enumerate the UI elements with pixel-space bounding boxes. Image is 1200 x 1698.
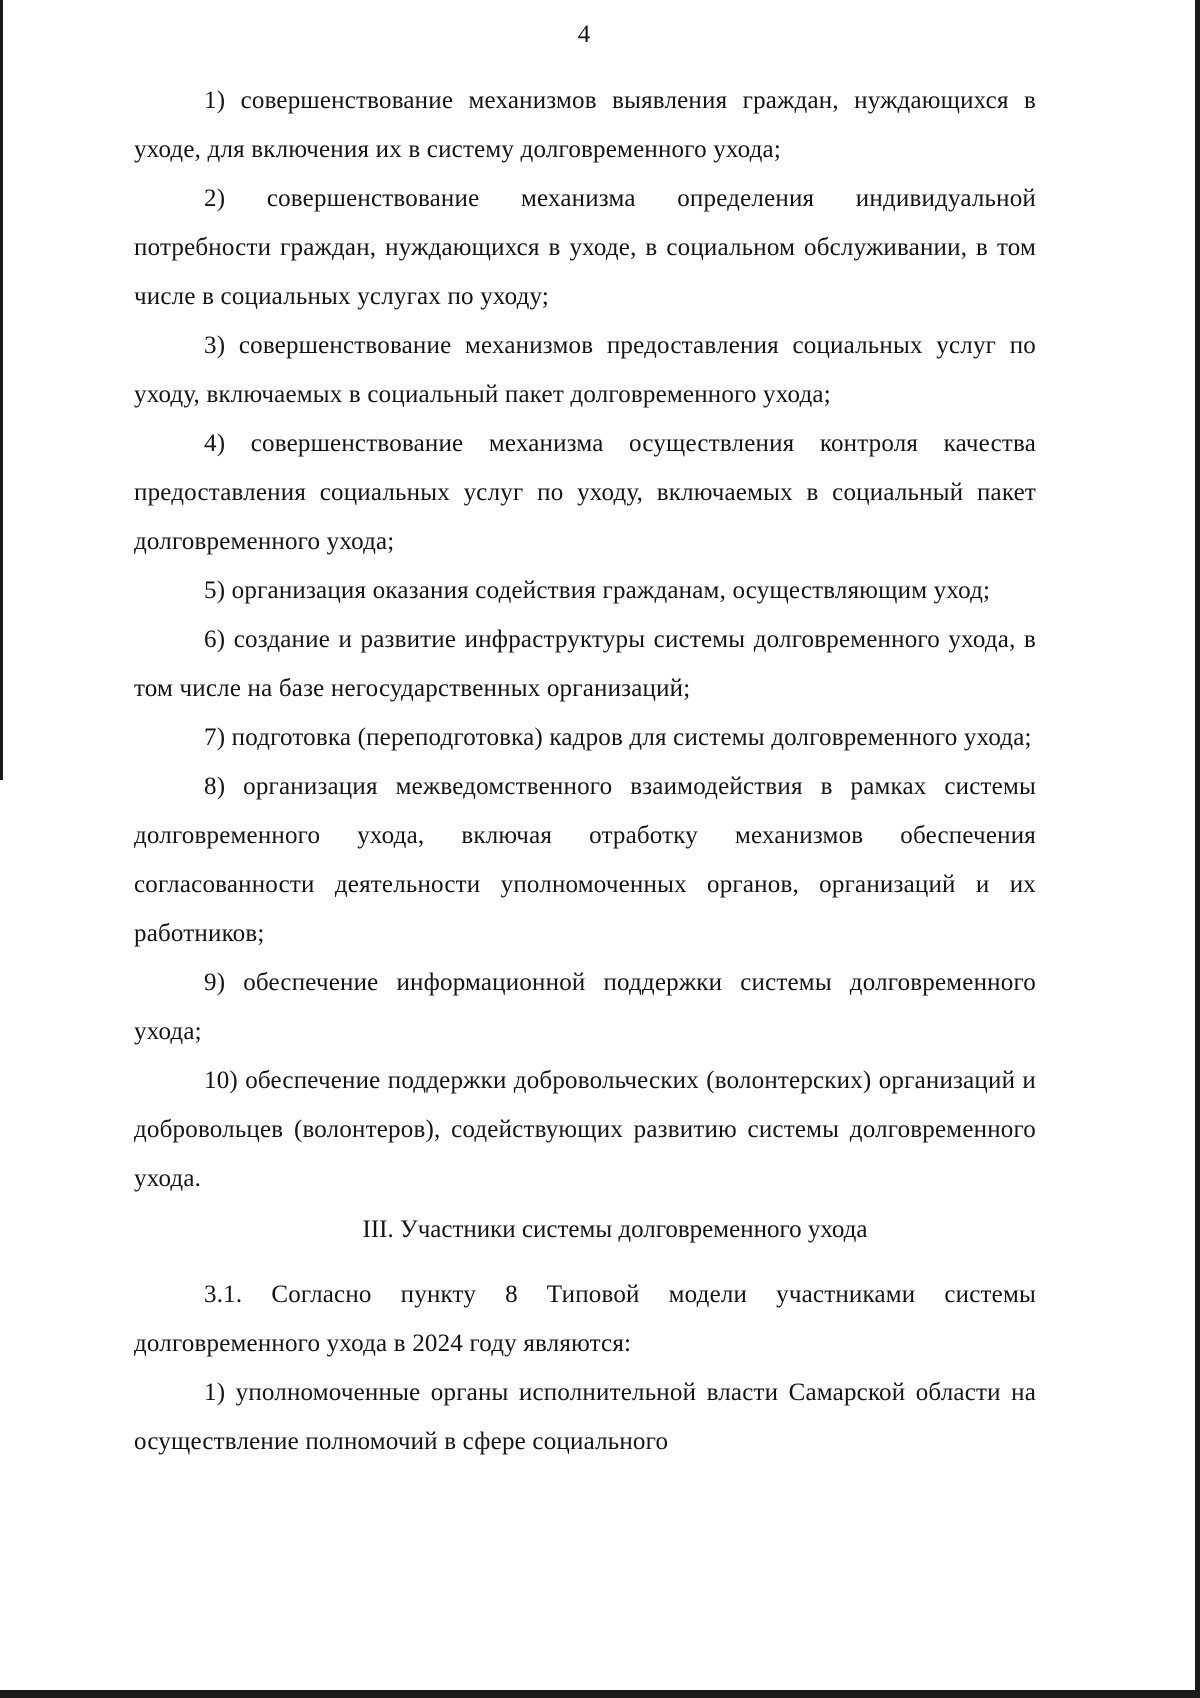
list-item-7: 7) подготовка (переподготовка) кадров для системы долговременного ухода; [204, 724, 1032, 751]
section-list-item-1: 1) уполномоченные органы исполнительной власти Самарской области на осуществление полномочий в сфере социального [134, 1379, 1036, 1455]
section-paragraph-3-1: 3.1. Согласно пункту 8 Типовой модели участниками системы долговременного ухода в 2024 году являются: [134, 1281, 1036, 1357]
page-number: 4 [577, 21, 591, 48]
scan-border-right [1195, 0, 1200, 1698]
scan-border-bottom [0, 1690, 1200, 1698]
list-item-1: 1) совершенствование механизмов выявления граждан, нуждающихся в уходе, для включения их в систему долговременного ухода; [134, 87, 1036, 163]
list-item-10: 10) обеспечение поддержки добровольческих (волонтерских) организаций и добровольцев (волонтеров), содействующих развитию системы долговременного ухода. [134, 1067, 1036, 1192]
list-item-9: 9) обеспечение информационной поддержки системы долговременного ухода; [134, 969, 1036, 1045]
document-body [134, 76, 1036, 1466]
list-item-3: 3) совершенствование механизмов предоставления социальных услуг по уходу, включаемых в социальный пакет долговременного ухода; [134, 332, 1036, 408]
list-item-8: 8) организация межведомственного взаимодействия в рамках системы долговременного ухода, включая отработку механизмов обеспечения согласованности деятельности уполномоченных органов, организаций и их работников; [134, 773, 1036, 947]
list-item-5: 5) организация оказания содействия гражданам, осуществляющим уход; [204, 577, 991, 604]
list-item-6: 6) создание и развитие инфраструктуры системы долговременного ухода, в том числе на базе негосударственных организаций; [134, 626, 1036, 702]
scan-border-left [0, 0, 3, 780]
list-item-2: 2) совершенствование механизма определения индивидуальной потребности граждан, нуждающихся в уходе, в социальном обслуживании, в том числе в социальных услугах по уходу; [134, 185, 1036, 310]
section-heading: III. Участники системы долговременного ухода [362, 1216, 868, 1243]
list-item-4: 4) совершенствование механизма осуществления контроля качества предоставления социальных услуг по уходу, включаемых в социальный пакет долговременного ухода; [134, 430, 1036, 555]
